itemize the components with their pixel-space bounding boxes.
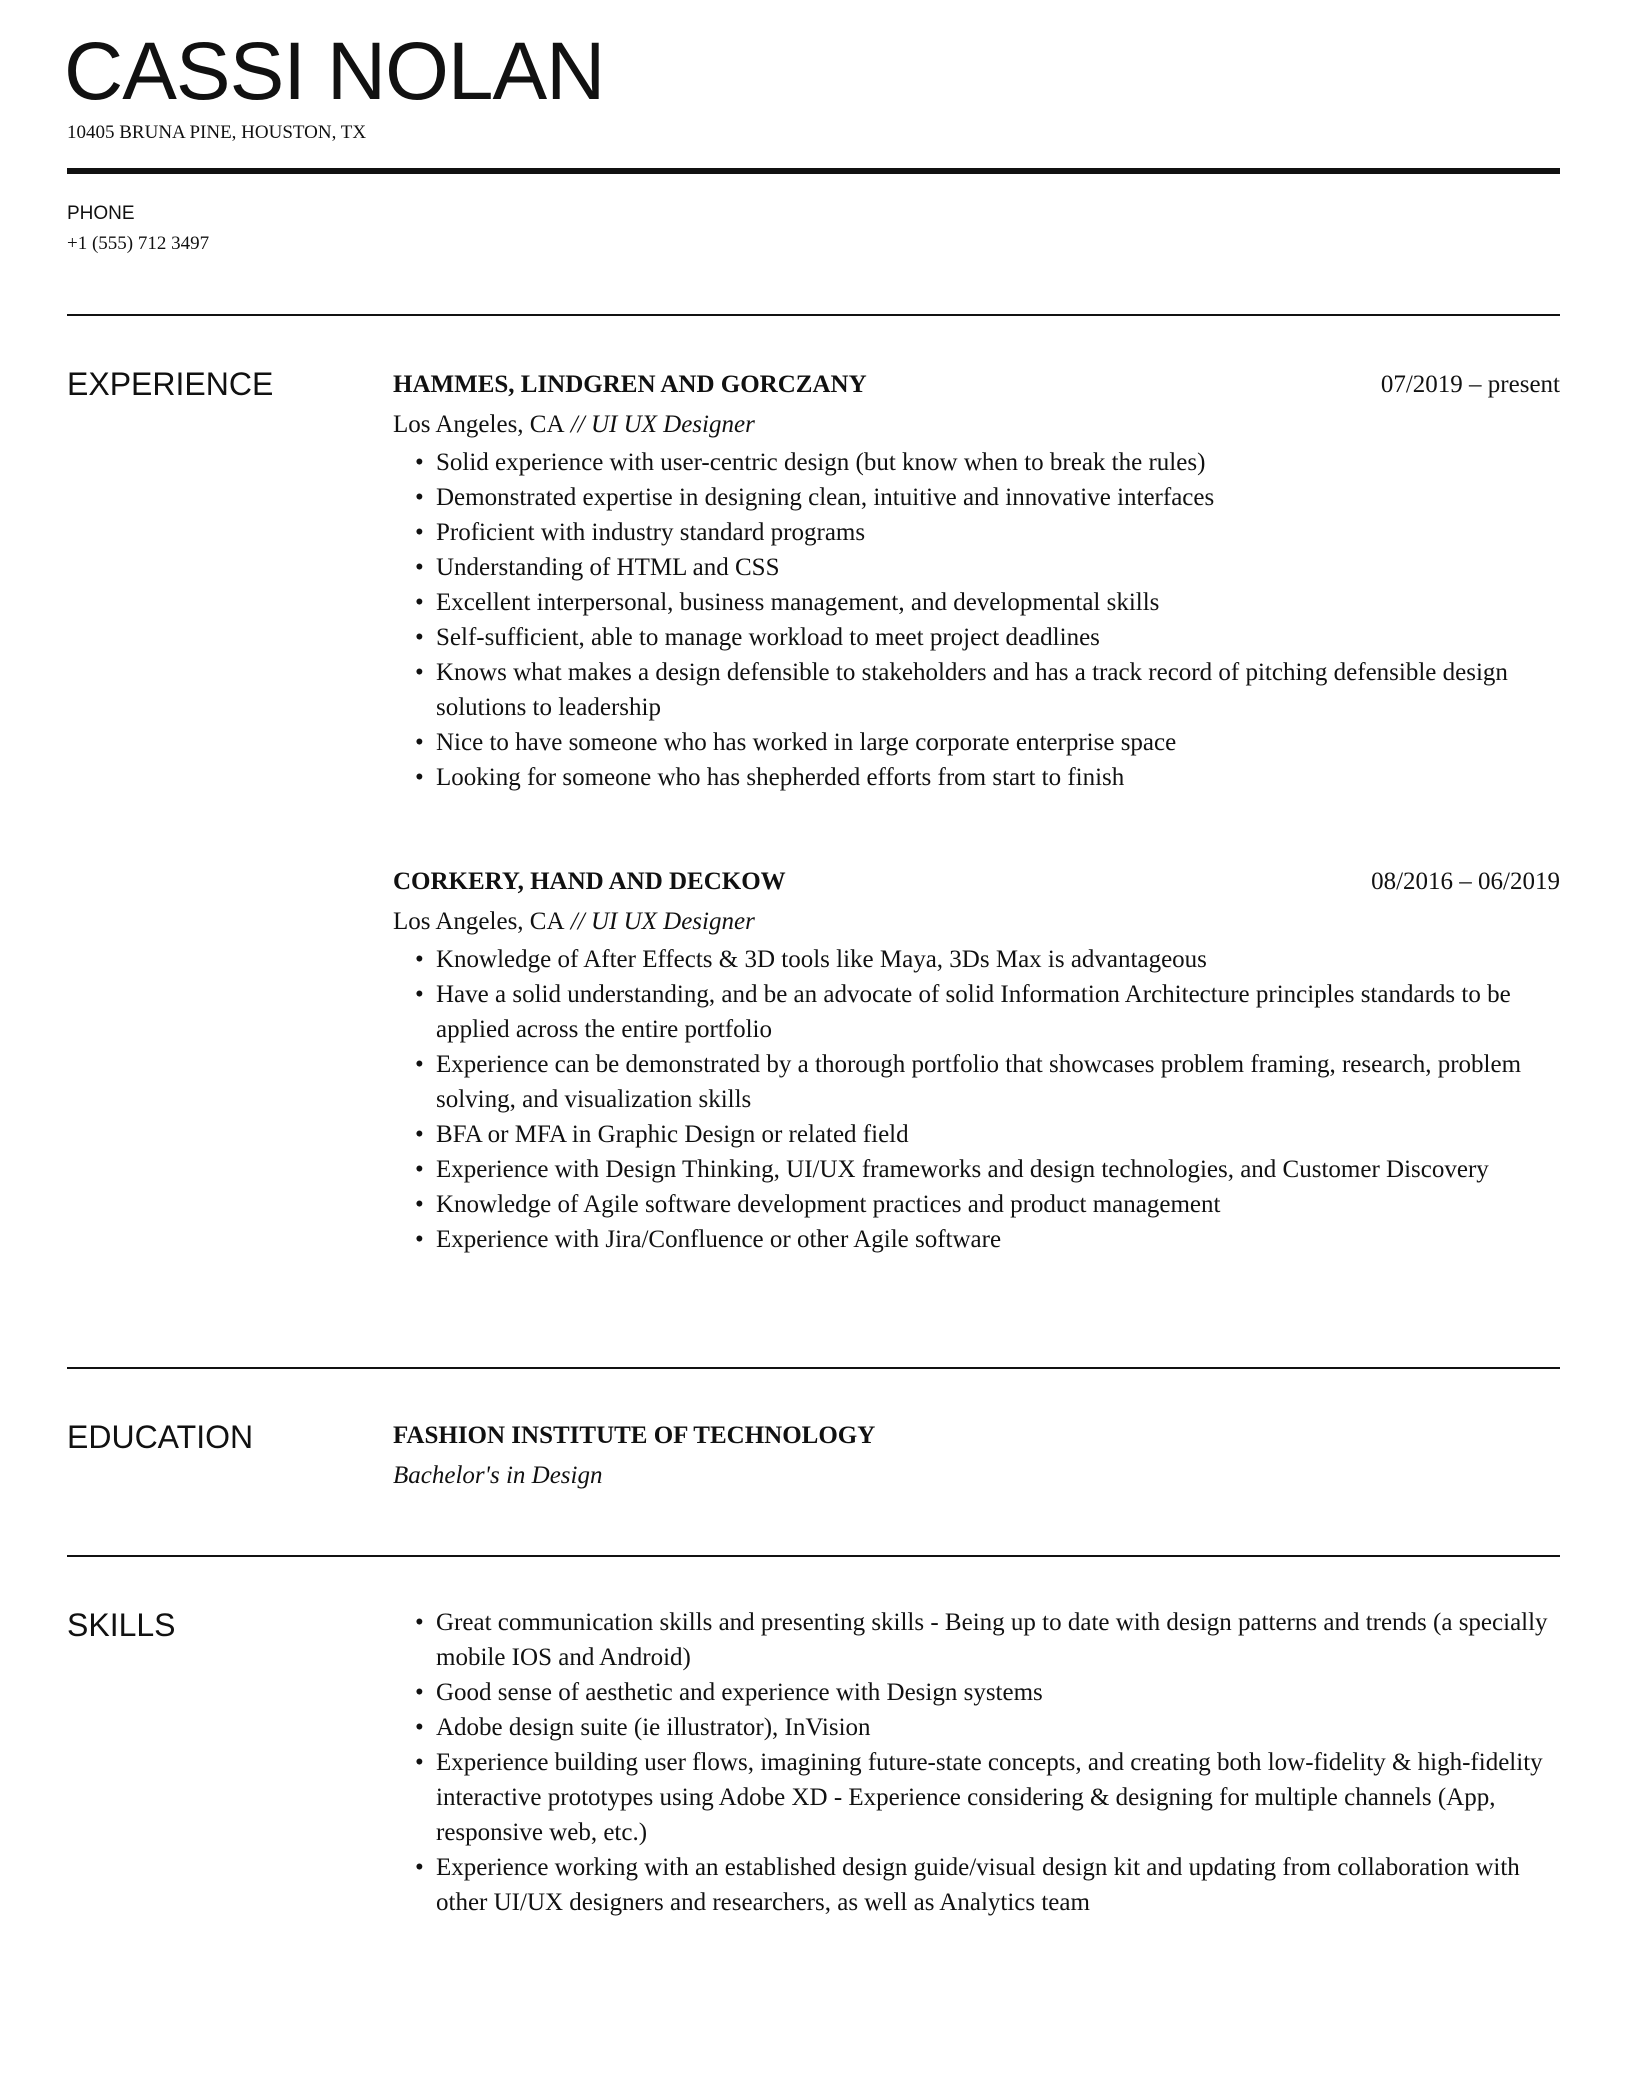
skill-item: • Great communication skills and presenting skills - Being up to date with design patterns and trends (a specially mobile IOS and Android) — [393, 1605, 1560, 1675]
skills-heading: SKILLS — [67, 1607, 176, 1643]
job-bullet: • Excellent interpersonal, business management, and developmental skills — [393, 585, 1560, 620]
job-dates: 08/2016 – 06/2019 — [1371, 868, 1560, 895]
job-bullet: • Knows what makes a design defensible to stakeholders and has a track record of pitching defensible design solutions to leadership — [393, 655, 1560, 725]
candidate-name: CASSI NOLAN — [64, 26, 605, 117]
experience-heading: EXPERIENCE — [67, 366, 274, 402]
section-divider — [67, 314, 1560, 316]
job-bullet: • Understanding of HTML and CSS — [393, 550, 1560, 585]
company-name: HAMMES, LINDGREN AND GORCZANY — [393, 371, 867, 398]
job-dates: 07/2019 – present — [1380, 371, 1560, 398]
job-entry — [393, 365, 1560, 795]
address: 10405 BRUNA PINE, HOUSTON, TX — [67, 122, 367, 143]
job-bullet: • BFA or MFA in Graphic Design or related field — [393, 1117, 1560, 1152]
job-entry — [393, 862, 1560, 1257]
skill-item: • Adobe design suite (ie illustrator), InVision — [393, 1710, 1560, 1745]
job-bullet: • Knowledge of After Effects & 3D tools like Maya, 3Ds Max is advantageous — [393, 942, 1560, 977]
header-divider — [67, 168, 1560, 174]
job-location: Los Angeles, CA — [393, 411, 565, 438]
job-bullet: • Experience can be demonstrated by a thorough portfolio that showcases problem framing, research, problem solving, and visualization skills — [393, 1047, 1560, 1117]
company-name: CORKERY, HAND AND DECKOW — [393, 868, 786, 895]
separator: // — [564, 411, 591, 438]
phone-value: +1 (555) 712 3497 — [67, 233, 210, 254]
skills-list — [393, 1605, 1560, 1920]
phone-label: PHONE — [67, 203, 135, 224]
job-bullet: • Looking for someone who has shepherded efforts from start to finish — [393, 760, 1560, 795]
school-name: FASHION INSTITUTE OF TECHNOLOGY — [393, 1422, 876, 1449]
section-divider — [67, 1555, 1560, 1557]
skill-item: • Experience working with an established design guide/visual design kit and updating from collaboration with other UI/UX designers and researchers, as well as Analytics team — [393, 1850, 1560, 1920]
job-bullet: • Have a solid understanding, and be an advocate of solid Information Architecture principles standards to be applied across the entire portfolio — [393, 977, 1560, 1047]
job-bullet: • Nice to have someone who has worked in large corporate enterprise space — [393, 725, 1560, 760]
job-role: UI UX Designer — [590, 411, 755, 438]
degree: Bachelor's in Design — [393, 1462, 603, 1489]
job-bullet: • Self-sufficient, able to manage workload to meet project deadlines — [393, 620, 1560, 655]
skill-item: • Experience building user flows, imagining future-state concepts, and creating both low-fidelity & high-fidelity interactive prototypes using Adobe XD - Experience considering & designing for multiple channels (App, responsive web, etc.) — [393, 1745, 1560, 1850]
job-bullet: • Experience with Design Thinking, UI/UX frameworks and design technologies, and Customer Discovery — [393, 1152, 1560, 1187]
job-bullet: • Experience with Jira/Confluence or other Agile software — [393, 1222, 1560, 1257]
job-bullet: • Knowledge of Agile software development practices and product management — [393, 1187, 1560, 1222]
education-heading: EDUCATION — [67, 1419, 254, 1455]
job-bullet: • Proficient with industry standard programs — [393, 515, 1560, 550]
skill-item: • Good sense of aesthetic and experience with Design systems — [393, 1675, 1560, 1710]
job-bullet: • Demonstrated expertise in designing clean, intuitive and innovative interfaces — [393, 480, 1560, 515]
job-location: Los Angeles, CA — [393, 908, 565, 935]
section-divider — [67, 1367, 1560, 1369]
job-bullet: • Solid experience with user-centric design (but know when to break the rules) — [393, 445, 1560, 480]
separator: // — [564, 908, 591, 935]
job-role: UI UX Designer — [590, 908, 755, 935]
education-entry — [393, 1416, 1560, 1496]
